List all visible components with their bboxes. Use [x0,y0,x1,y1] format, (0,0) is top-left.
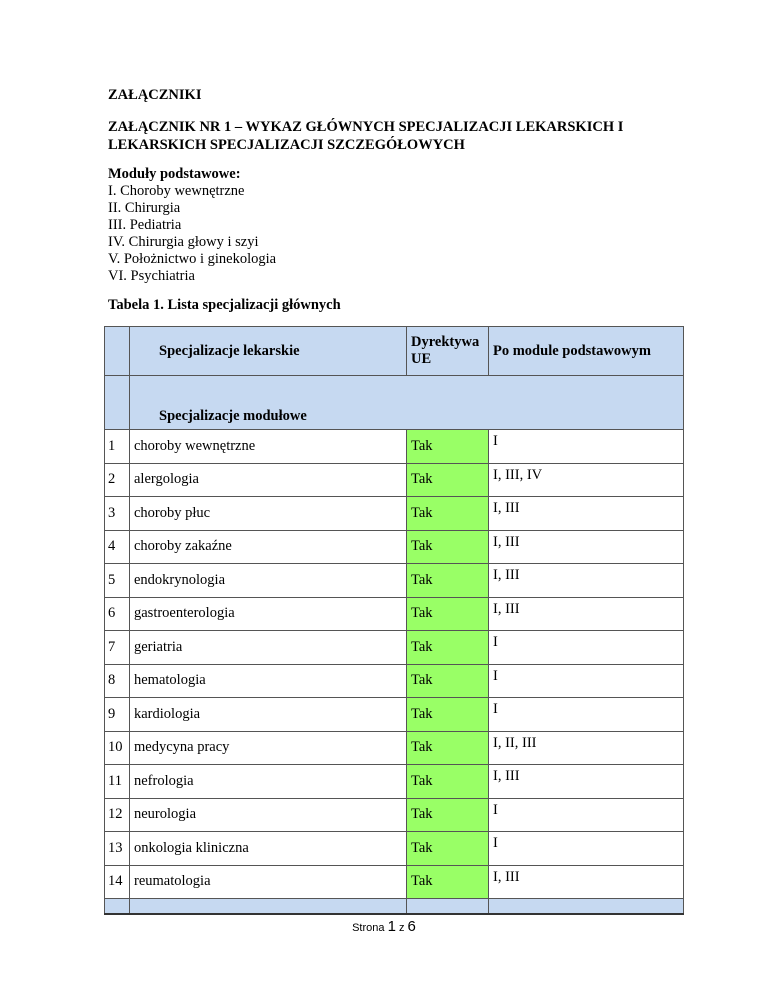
table-row [105,798,684,832]
row-module: I [489,664,684,698]
page-heading: ZAŁĄCZNIKI [108,87,202,103]
row-module: I [489,430,684,464]
row-module: I, III [489,530,684,564]
specializations-table [104,326,684,915]
section-label: Specjalizacje modułowe [130,376,684,430]
table-row [105,865,684,899]
footer-page-number: 1 [387,918,396,935]
row-module: I, III [489,597,684,631]
table-row [105,832,684,866]
basic-modules-list [108,166,276,285]
module-item: VI. Psychiatria [108,268,195,284]
header-directive: Dyrektywa UE [407,327,489,376]
table-footer-row [105,899,684,915]
row-specialization: reumatologia [130,865,407,899]
row-module: I, III [489,564,684,598]
table-row [105,463,684,497]
row-specialization: choroby płuc [130,497,407,531]
row-module: I [489,832,684,866]
row-number: 1 [105,430,130,464]
table-row [105,597,684,631]
table-row [105,698,684,732]
row-eu-directive: Tak [407,497,489,531]
section-row [105,376,684,430]
footer-cell [489,899,684,915]
row-eu-directive: Tak [407,597,489,631]
module-item: IV. Chirurgia głowy i szyi [108,234,259,250]
row-eu-directive: Tak [407,463,489,497]
row-module: I, III [489,497,684,531]
module-item: II. Chirurgia [108,200,181,216]
row-number: 7 [105,631,130,665]
row-eu-directive: Tak [407,798,489,832]
module-item: I. Choroby wewnętrzne [108,183,245,199]
row-eu-directive: Tak [407,765,489,799]
row-specialization: endokrynologia [130,564,407,598]
row-number: 10 [105,731,130,765]
row-eu-directive: Tak [407,664,489,698]
row-eu-directive: Tak [407,530,489,564]
row-specialization: gastroenterologia [130,597,407,631]
row-specialization: hematologia [130,664,407,698]
row-specialization: choroby wewnętrzne [130,430,407,464]
table-row [105,631,684,665]
footer-cell [105,899,130,915]
row-specialization: alergologia [130,463,407,497]
row-number: 4 [105,530,130,564]
row-specialization: onkologia kliniczna [130,832,407,866]
row-specialization: geriatria [130,631,407,665]
table-row [105,530,684,564]
row-number: 14 [105,865,130,899]
row-number: 11 [105,765,130,799]
row-module: I, III [489,765,684,799]
row-module: I, III [489,865,684,899]
row-module: I, III, IV [489,463,684,497]
table-caption: Tabela 1. Lista specjalizacji głównych [108,297,341,313]
row-specialization: neurologia [130,798,407,832]
row-module: I [489,698,684,732]
footer-page-total: 6 [407,918,416,935]
footer-separator: z [398,922,405,934]
row-specialization: choroby zakaźne [130,530,407,564]
row-number: 8 [105,664,130,698]
table-row [105,731,684,765]
table-header-row [105,327,684,376]
row-module: I [489,798,684,832]
header-number-cell [105,327,130,376]
header-spec: Specjalizacje lekarskie [130,327,407,376]
row-eu-directive: Tak [407,631,489,665]
table-row [105,497,684,531]
row-specialization: kardiologia [130,698,407,732]
footer-cell [407,899,489,915]
row-number: 6 [105,597,130,631]
modules-title: Moduły podstawowe: [108,166,241,182]
module-item: III. Pediatria [108,217,182,233]
row-number: 13 [105,832,130,866]
row-specialization: medycyna pracy [130,731,407,765]
row-eu-directive: Tak [407,430,489,464]
row-number: 5 [105,564,130,598]
row-number: 3 [105,497,130,531]
page-footer [0,918,768,935]
row-eu-directive: Tak [407,832,489,866]
header-module: Po module podstawowym [489,327,684,376]
table-row [105,664,684,698]
table-row [105,430,684,464]
row-module: I, II, III [489,731,684,765]
row-number: 2 [105,463,130,497]
row-number: 9 [105,698,130,732]
footer-cell [130,899,407,915]
row-eu-directive: Tak [407,564,489,598]
table-row [105,564,684,598]
row-eu-directive: Tak [407,731,489,765]
row-eu-directive: Tak [407,865,489,899]
row-eu-directive: Tak [407,698,489,732]
row-module: I [489,631,684,665]
section-number-cell [105,376,130,430]
footer-label: Strona [352,922,385,934]
row-number: 12 [105,798,130,832]
row-specialization: nefrologia [130,765,407,799]
table-row [105,765,684,799]
module-item: V. Położnictwo i ginekologia [108,251,277,267]
annex-title: ZAŁĄCZNIK NR 1 – WYKAZ GŁÓWNYCH SPECJALIZACJI LEKARSKICH I LEKARSKICH SPECJALIZACJI SZCZEGÓŁOWYCH [108,119,624,153]
